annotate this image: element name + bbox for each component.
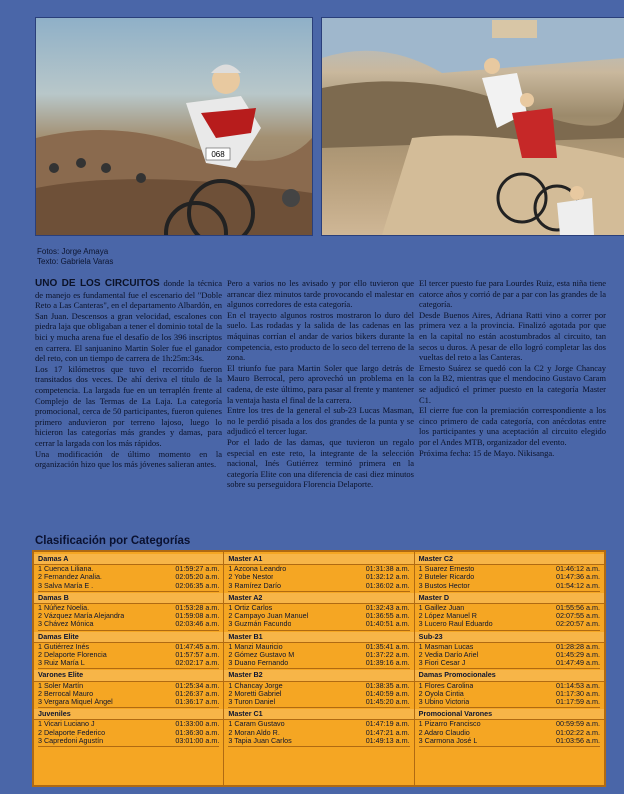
race-time: 01:35:41 a.m. xyxy=(365,641,410,651)
paragraph: El tercer puesto fue para Lourdes Ruiz, esta niña tiene catorce años y corrió de par a par con las grandes de la categoría. xyxy=(419,278,606,310)
result-row xyxy=(228,582,409,590)
race-time: 01:47:19 a.m. xyxy=(365,719,410,729)
rider-name: 3 Bustos Hector xyxy=(418,581,470,590)
paragraph: Entre los tres de la general el sub-23 Lucas Masman, no le perdió pisada a los dos grandes de la punta y se adjudicó el tercer lugar. xyxy=(227,405,414,437)
article-column-2 xyxy=(227,278,414,490)
article-lead: UNO DE LOS CIRCUITOS xyxy=(35,278,160,289)
race-time: 01:47:36 a.m. xyxy=(556,572,600,582)
race-time: 01:40:59 a.m. xyxy=(365,688,410,698)
result-row xyxy=(228,737,409,745)
article-column-1 xyxy=(35,278,222,470)
rider-name: 1 Azcona Leandro xyxy=(228,565,287,574)
rider-name: 3 Carmona José L xyxy=(418,736,478,745)
photo1-illustration xyxy=(36,18,312,235)
category-heading: Master C1 xyxy=(224,709,413,720)
rider-name: 3 Chávez Mónica xyxy=(38,620,94,629)
rider-name: 1 Flores Carolina xyxy=(418,681,474,690)
paragraph: donde la técnica de manejo es fundamental fue el escenario del "Doble Reto a Las Canteras", en el departamento Albardón, en San Juan. Descensos a gran velocidad, escalones con piedra laja que obligaban a tener el dominio total de la bici y mucha arena fue el desafío de los 396 inscriptos en carrera. El sanjuanino Martin Soler fue el ganador del reto, con un tiempo de carrera de 1h:25m:34s. xyxy=(35,278,222,364)
race-time: 01:53:28 a.m. xyxy=(175,603,220,613)
result-row xyxy=(419,582,600,590)
category-heading: Promocional Varones xyxy=(415,709,604,720)
race-time: 02:20:57 a.m. xyxy=(556,619,600,629)
rider-name: 2 Oyola Cintia xyxy=(418,689,464,698)
rider-name: 3 Ubino Victoria xyxy=(418,698,470,707)
rider-name: 2 Berrocal Mauro xyxy=(38,689,94,698)
rider-name: 3 Guzmán Facundo xyxy=(228,620,292,629)
rider-name: 1 Pizarro Francisco xyxy=(418,720,481,729)
results-column xyxy=(34,552,224,785)
rider-name: 1 Núñez Noelia. xyxy=(38,604,90,613)
category-group xyxy=(38,709,219,747)
result-row xyxy=(228,659,409,667)
result-row xyxy=(38,582,219,590)
race-time: 01:46:12 a.m. xyxy=(556,564,600,574)
category-heading: Master A1 xyxy=(224,554,413,565)
category-heading: Damas B xyxy=(34,593,223,604)
category-group xyxy=(419,709,600,747)
photo-credit: Fotos: Jorge Amaya xyxy=(37,247,109,256)
photo2-illustration xyxy=(322,18,624,235)
rider-name: 1 Caram Gustavo xyxy=(228,720,285,729)
rider-name: 2 Gómez Gustavo M xyxy=(228,651,295,660)
race-time: 01:45:20 a.m. xyxy=(365,697,410,707)
race-time: 01:37:22 a.m. xyxy=(365,650,410,660)
result-row xyxy=(419,698,600,706)
result-row xyxy=(38,620,219,628)
race-time: 02:06:35 a.m. xyxy=(175,580,220,590)
category-group xyxy=(419,632,600,670)
rider-name: 2 Campayo Juan Manuel xyxy=(228,612,309,621)
category-heading: Master B2 xyxy=(224,670,413,681)
race-time: 01:26:37 a.m. xyxy=(175,688,220,698)
rider-name: 3 Tapia Juan Carlos xyxy=(228,736,292,745)
result-row xyxy=(38,659,219,667)
category-group xyxy=(38,554,219,592)
category-heading: Master B1 xyxy=(224,632,413,643)
race-time: 01:32:12 a.m. xyxy=(365,572,410,582)
rider-name: 2 Vedia Darío Ariel xyxy=(418,651,479,660)
rider-name: 2 López Manuel R xyxy=(418,612,477,621)
result-row xyxy=(419,737,600,745)
paragraph: Ernesto Suárez se quedó con la C2 y Jorge Chancay con la B2, mientras que el mendocino Gustavo Caram se adjudicó el primer puesto en la categoría Master C1. xyxy=(419,362,606,405)
article-column-3 xyxy=(419,278,606,458)
race-time: 01:14:53 a.m. xyxy=(556,680,600,690)
race-time: 01:59:27 a.m. xyxy=(175,564,220,574)
race-time: 02:02:17 a.m. xyxy=(175,658,220,668)
category-group xyxy=(228,709,409,747)
rider-name: 3 Salva María E . xyxy=(38,581,94,590)
category-group xyxy=(419,593,600,631)
rider-name: 1 Masman Lucas xyxy=(418,642,474,651)
race-time: 01:47:21 a.m. xyxy=(365,727,410,737)
race-time: 03:01:00 a.m. xyxy=(175,735,220,745)
rider-name: 3 Lucero Raul Eduardo xyxy=(418,620,493,629)
category-heading: Varones Elite xyxy=(34,670,223,681)
rider-name: 2 Vázquez María Alejandra xyxy=(38,612,125,621)
rider-name: 2 Delaporte Federico xyxy=(38,728,106,737)
results-table xyxy=(32,550,606,787)
rider-name: 2 Adaro Claudio xyxy=(418,728,470,737)
race-time: 01:02:22 a.m. xyxy=(556,727,600,737)
result-row xyxy=(228,698,409,706)
rider-name: 3 Turon Daniel xyxy=(228,698,276,707)
race-time: 01:32:43 a.m. xyxy=(365,603,410,613)
race-time: 01:47:45 a.m. xyxy=(175,641,220,651)
rider-name: 3 Vergara Miquel Ángel xyxy=(38,698,113,707)
race-time: 01:39:16 a.m. xyxy=(365,658,410,668)
category-heading: Sub-23 xyxy=(415,632,604,643)
race-time: 01:59:08 a.m. xyxy=(175,611,220,621)
category-heading: Damas Elite xyxy=(34,632,223,643)
rider-name: 2 Delaporte Florencia xyxy=(38,651,107,660)
race-time: 01:03:56 a.m. xyxy=(556,735,600,745)
category-group xyxy=(228,554,409,592)
category-group xyxy=(228,670,409,708)
rider-name: 1 Suarez Ernesto xyxy=(418,565,475,574)
race-time: 02:03:46 a.m. xyxy=(175,619,220,629)
category-group xyxy=(228,632,409,670)
category-group xyxy=(228,593,409,631)
paragraph: El cierre fue con la premiación correspondiente a los cinco primero de cada categoría, con anécdotas entre los participantes y una aceptación al circuito elegido por el Andes MTB, organizador del evento. xyxy=(419,405,606,447)
category-group xyxy=(38,593,219,631)
rider-name: 1 Gaillez Juan xyxy=(418,604,465,613)
rider-name: 1 Manzi Mauricio xyxy=(228,642,283,651)
text-credit: Texto: Gabriela Varas xyxy=(37,257,114,266)
rider-name: 1 Cuenca Liliana. xyxy=(38,565,94,574)
race-time: 01:17:30 a.m. xyxy=(556,688,600,698)
race-time: 02:07:55 a.m. xyxy=(556,611,600,621)
rider-name: 1 Vicari Luciano J xyxy=(38,720,95,729)
race-time: 01:33:00 a.m. xyxy=(175,719,220,729)
race-time: 02:05:20 a.m. xyxy=(175,572,220,582)
race-time: 01:38:35 a.m. xyxy=(365,680,410,690)
category-group xyxy=(38,670,219,708)
race-number: 068 xyxy=(211,150,225,159)
category-heading: Master D xyxy=(415,593,604,604)
result-row xyxy=(38,737,219,745)
race-time: 01:54:12 a.m. xyxy=(556,580,600,590)
race-time: 01:25:34 a.m. xyxy=(175,680,220,690)
rider-name: 2 Moretti Gabriel xyxy=(228,689,282,698)
results-table-title: Clasificación por Categorías xyxy=(35,535,191,547)
result-row xyxy=(38,698,219,706)
results-column xyxy=(415,552,604,785)
category-heading: Damas A xyxy=(34,554,223,565)
race-time: 01:47:49 a.m. xyxy=(556,658,600,668)
rider-name: 3 Ruiz María L xyxy=(38,659,85,668)
race-time: 01:36:02 a.m. xyxy=(365,580,410,590)
paragraph: El triunfo fue para Martin Soler que largo detrás de Mauro Berrocal, pero aprovechó un problema en la cadena, de este último, para pasar al frente y mantener la ventaja hasta el final de la carrera. xyxy=(227,362,414,405)
category-group xyxy=(419,554,600,592)
race-time: 01:17:59 a.m. xyxy=(556,697,600,707)
result-row xyxy=(419,659,600,667)
rider-name: 3 Capredoni Agustín xyxy=(38,736,104,745)
paragraph: Pero a varios no les avisado y por ello tuvieron que arrancar diez minutos tarde provocando el malestar en algunos corredores de esta categoría. xyxy=(227,278,414,310)
rider-name: 2 Fernandez Analia. xyxy=(38,573,102,582)
race-time: 01:57:57 a.m. xyxy=(175,650,220,660)
category-heading: Master A2 xyxy=(224,593,413,604)
race-time: 00:59:59 a.m. xyxy=(556,719,600,729)
race-time: 01:49:13 a.m. xyxy=(365,735,410,745)
race-time: 01:36:17 a.m. xyxy=(175,697,220,707)
race-time: 01:36:30 a.m. xyxy=(175,727,220,737)
photo-lead-rider xyxy=(35,17,313,236)
paragraph: Los 17 kilómetros que tuvo el recorrido fueron transitados dos veces. De ahí deriva el título de la competencia. La largada fue en un terraplén frente al Complejo de las Termas de La Laja. La categoría promocional, cerca de 50 participantes, fueron quienes primero anduvieron por terreno lajoso, luego lo hicieron las categorías más grandes y damas, para cerrar la largada con los más rápidos. xyxy=(35,363,222,448)
category-heading: Master C2 xyxy=(415,554,604,565)
paragraph: Por el lado de las damas, que tuvieron un regalo especial en este reto, la integrante de la selección nacional, Inés Gutiérrez terminó primera en la categoría Elite con una diferencia de casi diez minutos sobre su perseguidora Florencia Delaporte. xyxy=(227,436,414,490)
category-group xyxy=(419,670,600,708)
photo-riders-descent xyxy=(321,17,624,236)
rider-name: 1 Gutiérrez Inés xyxy=(38,642,90,651)
rider-name: 2 Buteler Ricardo xyxy=(418,573,475,582)
race-time: 01:36:55 a.m. xyxy=(365,611,410,621)
rider-name: 2 Moran Aldo R. xyxy=(228,728,280,737)
category-heading: Damas Promocionales xyxy=(415,670,604,681)
rider-name: 2 Yobe Nestor xyxy=(228,573,274,582)
result-row xyxy=(419,620,600,628)
paragraph: Desde Buenos Aires, Adriana Ratti vino a correr por primera vez a la provincia. Finalizó agotada por que en la capital no están acostumbrados al circuito, tan secos u duros. A pesar de ello logró completar las dos vueltas del reto a las Canteras. xyxy=(419,309,606,363)
paragraph: Próxima fecha: 15 de Mayo. Nikisanga. xyxy=(419,447,555,458)
race-time: 01:28:28 a.m. xyxy=(556,641,600,651)
rider-name: 3 Fiori Cesar J xyxy=(418,659,466,668)
rider-name: 1 Soler Martín xyxy=(38,681,84,690)
category-heading: Juveniles xyxy=(34,709,223,720)
paragraph: Una modificación de último momento en la organización hizo que los más jóvenes salieran antes. xyxy=(35,448,222,470)
category-group xyxy=(38,632,219,670)
race-time: 01:31:38 a.m. xyxy=(365,564,410,574)
rider-name: 3 Duano Fernando xyxy=(228,659,289,668)
rider-name: 1 Chancay Jorge xyxy=(228,681,283,690)
rider-name: 3 Ramírez Darío xyxy=(228,581,282,590)
results-column xyxy=(224,552,414,785)
rider-name: 1 Ortiz Carlos xyxy=(228,604,273,613)
result-row xyxy=(228,620,409,628)
race-time: 01:45:29 a.m. xyxy=(556,650,600,660)
race-time: 01:55:56 a.m. xyxy=(556,603,600,613)
race-time: 01:40:51 a.m. xyxy=(365,619,410,629)
paragraph: En el trayecto algunos rostros mostraron lo duro del suelo. Las rodadas y la salida de las cadenas en las máquinas corrían el andar de varios bikers durante la competencia, esto producto de lo seco del terreno de la zona. xyxy=(227,309,414,363)
